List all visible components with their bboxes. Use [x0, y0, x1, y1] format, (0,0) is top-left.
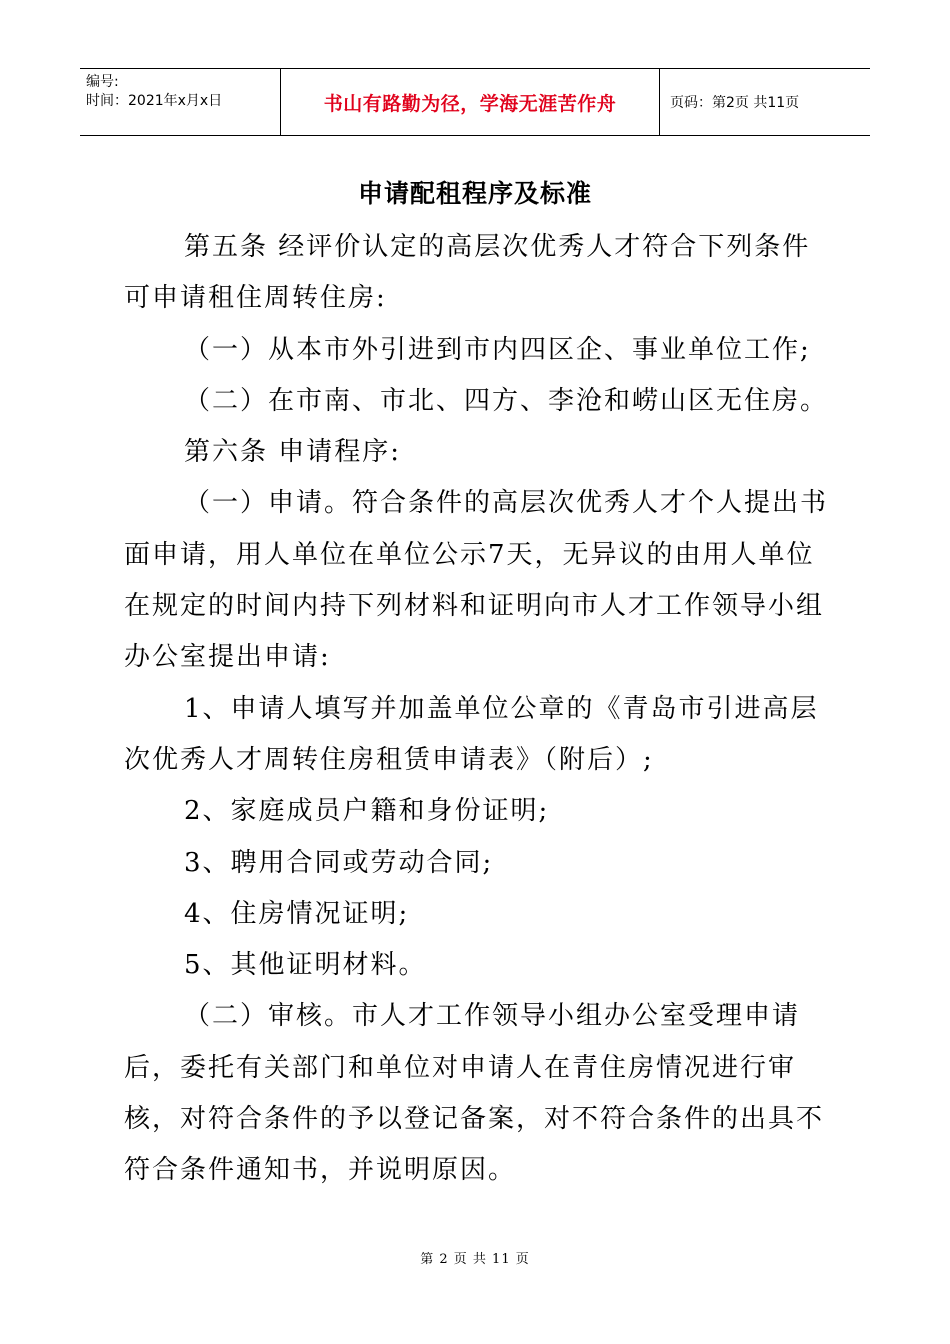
- paragraph-material-2: 2、家庭成员户籍和身份证明;: [184, 796, 550, 827]
- document-body: [124, 222, 828, 1197]
- paragraph-material-4: 4、住房情况证明;: [184, 898, 410, 929]
- paragraph-review: （二）审核。市人才工作领导小组办公室受理申请后，委托有关部门和单位对申请人在青住房情况进行审核，对符合条件的予以登记备案，对不符合条件的出具不符合条件通知书，并说明原因。: [124, 1001, 825, 1186]
- time-label: 时间：2021年x月x日: [86, 93, 223, 109]
- paragraph-article-5: 第五条 经评价认定的高层次优秀人才符合下列条件可申请租住周转住房:: [124, 232, 811, 314]
- paragraph-material-3: 3、聘用合同或劳动合同;: [184, 847, 494, 878]
- page-footer: 第 2 页 共 11 页: [420, 1252, 530, 1267]
- header-page-code: 页码：第2页 共11页: [670, 95, 800, 111]
- paragraph-item-2: （二）在市南、市北、四方、李沧和崂山区无住房。: [184, 385, 829, 416]
- document-title: 申请配租程序及标准: [357, 179, 592, 208]
- number-label: 编号:: [86, 74, 119, 90]
- header-meta: [80, 69, 280, 135]
- header-motto: 书山有路勤为径，学海无涯苦作舟: [280, 69, 660, 135]
- paragraph-application: （一）申请。符合条件的高层次优秀人才个人提出书面申请，用人单位在单位公示7天，无异议的由用人单位在规定的时间内持下列材料和证明向市人才工作领导小组办公室提出申请:: [124, 488, 829, 673]
- paragraph-item-1: （一）从本市外引进到市内四区企、事业单位工作;: [184, 334, 811, 365]
- paragraph-material-1: 1、申请人填写并加盖单位公章的《青岛市引进高层次优秀人才周转住房租赁申请表》（附后）;: [124, 693, 819, 775]
- document-header: [80, 68, 870, 136]
- paragraph-article-6: 第六条 申请程序:: [184, 437, 402, 468]
- paragraph-material-5: 5、其他证明材料。: [184, 950, 427, 981]
